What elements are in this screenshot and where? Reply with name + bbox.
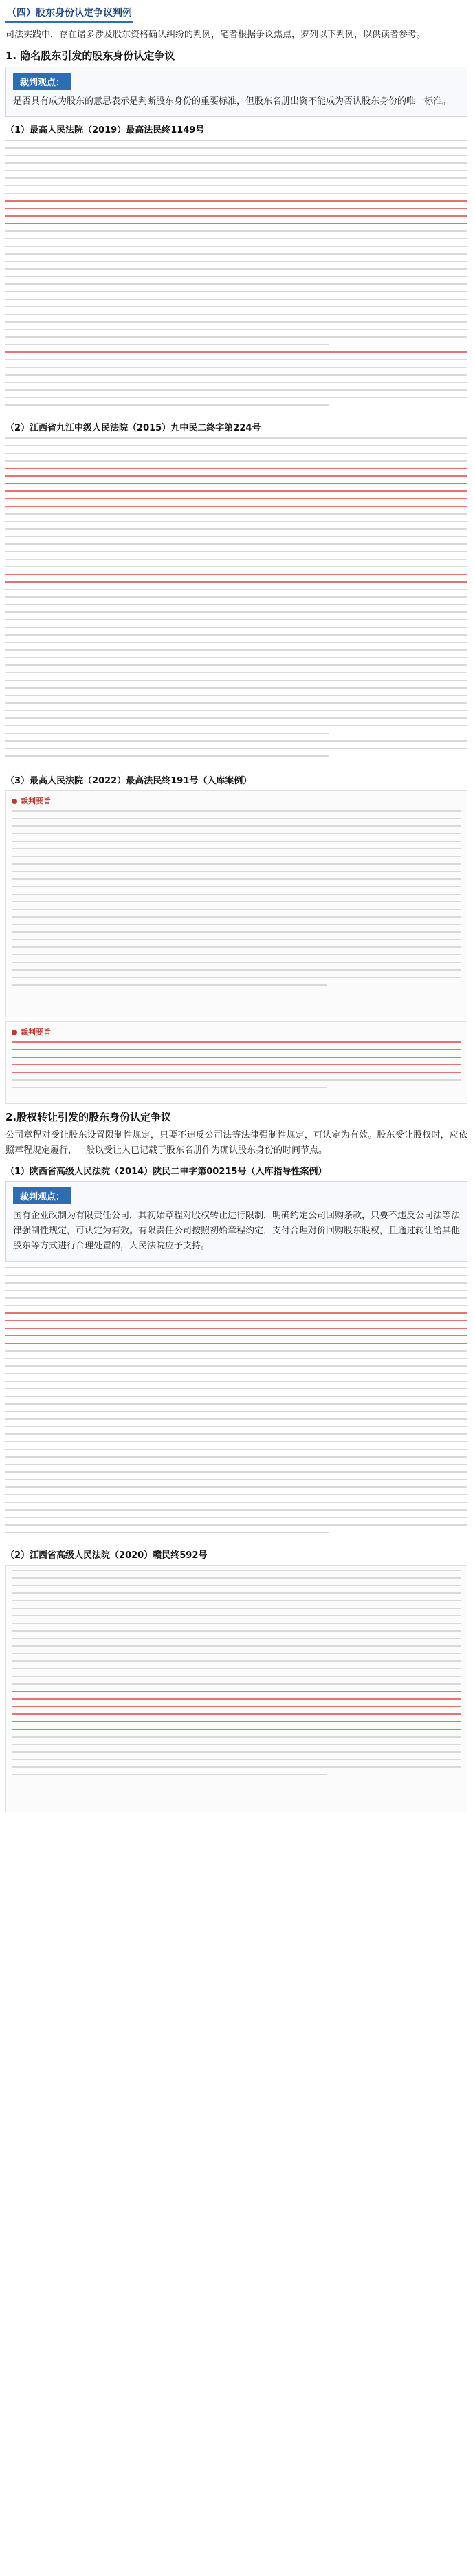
part1-summary-text: 是否具有成为股东的意思表示是判断股东身份的重要标准，但股东名册出资不能成为否认股东身份的唯一标准。 xyxy=(13,96,452,107)
text-line xyxy=(12,871,461,872)
part1-title: 1. 隐名股东引发的股东身份认定争议 xyxy=(6,50,175,62)
text-line xyxy=(12,1729,461,1730)
text-line xyxy=(6,566,468,567)
text-line xyxy=(6,321,468,323)
text-line xyxy=(6,147,468,149)
text-line xyxy=(6,664,468,666)
text-line xyxy=(12,1041,461,1043)
text-line xyxy=(6,1350,468,1352)
text-line xyxy=(12,984,327,986)
text-line xyxy=(12,1630,461,1632)
text-line xyxy=(6,1373,468,1374)
text-line xyxy=(6,1471,468,1473)
text-line xyxy=(6,1517,468,1518)
bullet-icon xyxy=(12,1030,17,1035)
part1-case-3-card-2 xyxy=(6,1021,468,1104)
text-line xyxy=(12,977,461,978)
text-line xyxy=(6,208,468,209)
text-line xyxy=(6,702,468,704)
text-line xyxy=(6,359,468,360)
part1-case-3-title: （3）最高人民法院（2022）最高法民终191号（入库案例） xyxy=(6,776,252,786)
text-line xyxy=(12,1660,461,1662)
text-line xyxy=(6,475,468,477)
text-line xyxy=(6,1320,468,1321)
text-line xyxy=(6,223,468,224)
text-line xyxy=(6,268,468,270)
text-line xyxy=(12,1577,461,1579)
text-line xyxy=(12,833,461,834)
text-line xyxy=(6,1494,468,1495)
text-line xyxy=(12,954,461,955)
text-line xyxy=(12,1072,461,1073)
text-line xyxy=(12,931,461,933)
text-line xyxy=(12,1744,461,1745)
text-line xyxy=(6,1403,468,1405)
part1-summary-tag: 裁判观点： xyxy=(13,73,72,90)
text-line xyxy=(6,619,468,620)
text-line xyxy=(6,140,468,141)
text-line xyxy=(12,1570,461,1571)
part1-case-3-card-1 xyxy=(6,790,468,1017)
text-line xyxy=(12,969,461,971)
text-line xyxy=(6,389,468,391)
text-line xyxy=(12,848,461,849)
part1-summary-box xyxy=(6,67,468,117)
text-line xyxy=(12,1064,461,1065)
text-line xyxy=(6,1456,468,1458)
text-line xyxy=(12,1713,461,1715)
text-line xyxy=(6,657,468,658)
text-line xyxy=(12,1615,461,1616)
text-line xyxy=(6,574,468,575)
text-line xyxy=(6,1290,468,1291)
text-line xyxy=(6,1297,468,1299)
text-line xyxy=(6,490,468,492)
text-line xyxy=(12,946,461,948)
text-line xyxy=(12,810,461,812)
text-line xyxy=(12,1592,461,1594)
text-line xyxy=(6,306,468,307)
text-line xyxy=(6,1365,468,1367)
text-line xyxy=(6,506,468,507)
text-line xyxy=(12,1600,461,1601)
text-line xyxy=(6,230,468,232)
text-line xyxy=(6,1502,468,1503)
text-line xyxy=(6,215,468,217)
text-line xyxy=(12,894,461,895)
text-line xyxy=(12,1676,461,1677)
text-line xyxy=(6,1426,468,1427)
text-line xyxy=(6,314,468,315)
text-line xyxy=(6,344,329,345)
part2-case-1-title: （1）陕西省高级人民法院（2014）陕民二申字第00215号（入库指导性案例） xyxy=(6,1167,327,1177)
text-line xyxy=(6,329,468,330)
text-line xyxy=(6,445,468,446)
text-line xyxy=(12,1653,461,1654)
text-line xyxy=(6,193,468,194)
text-line xyxy=(12,939,461,940)
text-line xyxy=(6,468,468,469)
text-line xyxy=(6,559,468,560)
text-line xyxy=(12,841,461,842)
text-line xyxy=(12,1638,461,1639)
part1-case-1-title: （1）最高人民法院（2019）最高法民终1149号 xyxy=(6,125,205,136)
text-line xyxy=(6,695,468,696)
text-line xyxy=(12,924,461,925)
text-line xyxy=(6,717,468,719)
text-line xyxy=(12,1585,461,1586)
text-line xyxy=(6,253,468,255)
text-line xyxy=(6,1479,468,1480)
text-line xyxy=(6,374,468,376)
text-line xyxy=(6,755,329,757)
text-line xyxy=(6,581,468,583)
text-line xyxy=(6,551,468,552)
text-line xyxy=(6,336,468,338)
text-line xyxy=(6,521,468,522)
text-line xyxy=(6,261,468,262)
text-line xyxy=(6,483,468,484)
text-line xyxy=(6,1486,468,1488)
text-line xyxy=(6,460,468,462)
part2-lead: 公司章程对受让股东设置限制性规定，只要不违反公司法等法律强制性规定，可认定为有效。股东受让股权时，应依照章程规定履行，一般以受让人已记载于股东名册作为确认股东身份的时间节点。 xyxy=(6,1130,468,1156)
text-line xyxy=(6,513,468,515)
text-line xyxy=(6,276,468,277)
text-line xyxy=(6,1267,468,1268)
part1-case-1-body xyxy=(6,140,468,415)
part1-case-2-title: （2）江西省九江中级人民法院（2015）九中民二终字第224号 xyxy=(6,423,261,433)
text-line xyxy=(12,1623,461,1624)
text-line xyxy=(6,498,468,499)
text-line xyxy=(6,536,468,537)
text-line xyxy=(6,725,468,726)
text-line xyxy=(6,397,468,398)
text-line xyxy=(12,901,461,902)
text-line xyxy=(12,1049,461,1050)
text-line xyxy=(12,1668,461,1669)
text-line xyxy=(12,886,461,887)
text-line xyxy=(6,1396,468,1397)
text-line xyxy=(12,1079,461,1081)
text-line xyxy=(6,162,468,164)
text-line xyxy=(6,177,468,179)
bullet-icon xyxy=(12,799,17,804)
text-line xyxy=(6,382,468,383)
text-line xyxy=(12,1759,461,1760)
text-line xyxy=(6,733,329,734)
text-line xyxy=(6,155,468,156)
text-line xyxy=(6,589,468,590)
text-line xyxy=(12,962,461,963)
text-line xyxy=(6,672,468,673)
text-line xyxy=(6,404,329,406)
text-line xyxy=(6,299,468,300)
text-line xyxy=(6,246,468,247)
part2-case-1-body xyxy=(6,1267,468,1542)
text-line xyxy=(6,238,468,239)
text-line xyxy=(6,351,468,353)
text-line xyxy=(6,740,468,742)
text-line xyxy=(6,1275,468,1276)
text-line xyxy=(6,543,468,545)
text-line xyxy=(6,1388,468,1389)
text-line xyxy=(6,1418,468,1420)
text-line xyxy=(6,649,468,651)
text-line xyxy=(6,642,468,643)
section-heading: （四）股东身份认定争议判例 xyxy=(6,4,133,23)
part1-case-2-body xyxy=(6,437,468,768)
text-line xyxy=(12,825,461,827)
part2-title: 2.股权转让引发的股东身份认定争议 xyxy=(6,1111,172,1123)
text-line xyxy=(12,1057,461,1058)
text-line xyxy=(6,1328,468,1329)
text-line xyxy=(12,1736,461,1738)
text-line xyxy=(12,818,461,819)
text-line xyxy=(6,453,468,454)
text-line xyxy=(6,1312,468,1314)
text-line xyxy=(12,1706,461,1707)
text-line xyxy=(6,1524,468,1526)
text-line xyxy=(12,1766,461,1768)
text-line xyxy=(6,437,468,439)
text-line xyxy=(6,170,468,171)
text-line xyxy=(12,856,461,857)
text-line xyxy=(6,634,468,636)
part2-case-2-title: （2）江西省高级人民法院（2020）赣民终592号 xyxy=(6,1550,208,1561)
text-line xyxy=(6,680,468,681)
text-line xyxy=(6,604,468,605)
text-line xyxy=(12,1683,461,1685)
text-line xyxy=(6,1464,468,1465)
text-line xyxy=(6,710,468,711)
part2-case-2-card xyxy=(6,1565,468,1812)
text-line xyxy=(12,916,461,918)
text-line xyxy=(12,1751,461,1753)
part2-summary-tag: 裁判观点： xyxy=(13,1187,72,1204)
text-line xyxy=(12,878,461,880)
text-line xyxy=(6,367,468,368)
text-line xyxy=(6,1282,468,1284)
text-line xyxy=(6,283,468,285)
text-line xyxy=(12,1721,461,1722)
text-line xyxy=(12,863,461,865)
text-line xyxy=(6,611,468,613)
text-line xyxy=(12,909,461,910)
text-line xyxy=(6,1509,468,1511)
text-line xyxy=(6,291,468,292)
text-line xyxy=(6,687,468,689)
text-line xyxy=(6,1532,329,1533)
text-line xyxy=(12,1645,461,1647)
text-line xyxy=(6,528,468,530)
text-line xyxy=(6,1343,468,1344)
text-line xyxy=(12,1608,461,1609)
text-line xyxy=(6,200,468,202)
text-line xyxy=(6,1305,468,1306)
part2-summary-text: 国有企业改制为有限责任公司，其初始章程对股权转让进行限制，明确约定公司回购条款，只要不违反公司法等法律强制性规定，可认定为有效。有限责任公司按照初始章程约定，支付合理对价回购股东股权，且通过转让给其他股东等方式进行合理处置的，人民法院应予支持。 xyxy=(13,1211,461,1251)
card-2-tag: 裁判要旨 xyxy=(21,1028,51,1037)
text-line xyxy=(6,1449,468,1450)
card-1-tag: 裁判要旨 xyxy=(21,797,51,805)
text-line xyxy=(12,1087,327,1088)
text-line xyxy=(6,1381,468,1382)
text-line xyxy=(6,627,468,628)
text-line xyxy=(12,1691,461,1692)
text-line xyxy=(12,1698,461,1700)
intro-paragraph: 司法实践中，存在诸多涉及股东资格确认纠纷的判例，笔者根据争议焦点，罗列以下判例，以供读者参考。 xyxy=(6,30,426,40)
text-line xyxy=(6,596,468,598)
text-line xyxy=(6,1411,468,1412)
text-line xyxy=(6,1358,468,1359)
text-line xyxy=(6,1335,468,1336)
part2-summary-box xyxy=(6,1181,468,1262)
text-line xyxy=(6,185,468,186)
text-line xyxy=(6,1433,468,1435)
text-line xyxy=(6,748,468,749)
text-line xyxy=(12,1774,327,1775)
text-line xyxy=(6,1441,468,1442)
